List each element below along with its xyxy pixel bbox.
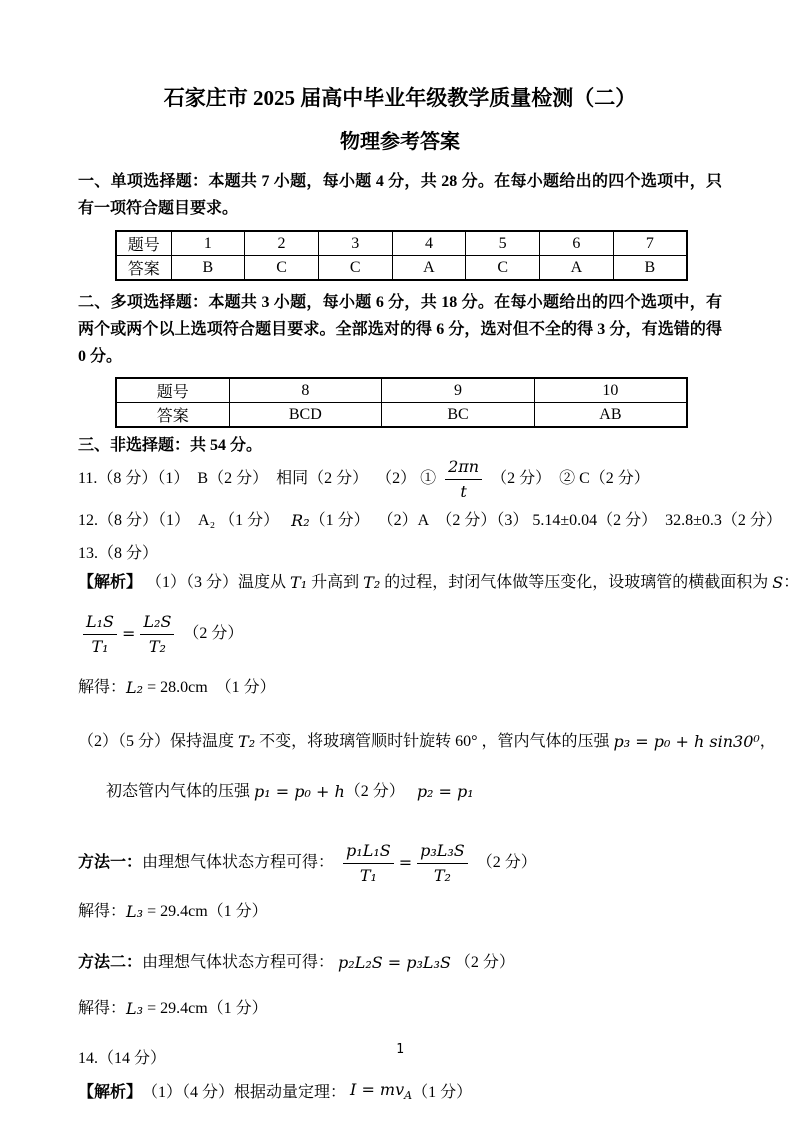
question-number: 4 — [392, 231, 466, 256]
q13-part2-text: ， — [759, 733, 776, 750]
q13-analysis-text: 升高到 — [307, 574, 364, 591]
table-row — [116, 403, 687, 428]
answer-cell: B — [171, 256, 245, 281]
question-number-label: 题号 — [116, 378, 229, 403]
answer-cell: BC — [382, 403, 535, 428]
q13-solution-L3-method1 — [78, 901, 722, 923]
q13-method2-line — [78, 951, 722, 975]
section2-intro: 二、多项选择题：本题共 3 小题，每小题 6 分，共 18 分。在每小题给出的四个选项中，有两个或两个以上选项符合题目要求。全部选对的得 6 分，选对但不全的得 3 分，有选错的得 0 分。 — [78, 294, 722, 365]
table-row — [116, 378, 687, 403]
q11-text: 11.（8 分）（1） B（2 分） 相同（2 分） （2） ① — [78, 470, 441, 487]
question-number: 9 — [382, 378, 535, 403]
answer-cell: A — [540, 256, 614, 281]
formula-impulse-subscript: A — [404, 1089, 413, 1103]
fraction-p1L1S-over-T1 — [343, 841, 394, 886]
table-row — [116, 256, 687, 281]
q14-analysis-text: （1）（4 分）根据动量定理： — [142, 1084, 351, 1101]
var-T2: T₂ — [238, 732, 256, 751]
answer-cell: AB — [534, 403, 687, 428]
q13-heading — [78, 543, 722, 565]
question-number: 1 — [171, 231, 245, 256]
q13-analysis-text: ： — [783, 574, 800, 591]
fraction-numerator: L₂S — [140, 612, 174, 635]
question-number: 6 — [540, 231, 614, 256]
fraction-L2S-over-T2 — [140, 612, 174, 657]
q13-part2-line — [78, 729, 776, 755]
score-note: （2 分） — [344, 783, 417, 800]
answer-cell: C — [245, 256, 319, 281]
solve-label: 解得： — [78, 679, 127, 696]
solution-value: = 29.4cm — [143, 903, 208, 920]
solution-value: = 28.0cm — [143, 679, 208, 696]
q13-part2-text: （2）（5 分）保持温度 — [78, 733, 239, 750]
q13-heading-text: 13.（8 分） — [78, 545, 159, 562]
var-T1: T₁ — [290, 573, 308, 592]
score-note: （2 分） — [450, 954, 515, 971]
equals-sign: = — [122, 624, 136, 643]
fraction-numerator: p₃L₃S — [417, 841, 468, 864]
q13-method1-line — [78, 835, 722, 891]
answer-cell: C — [466, 256, 540, 281]
method1-label: 方法一： — [78, 854, 143, 871]
q14-analysis-line — [78, 1081, 722, 1105]
q13-isobaric-equation — [78, 605, 722, 663]
score-note: （1 分） — [207, 1000, 268, 1017]
fraction-denominator: t — [460, 481, 467, 501]
fraction-2pin-over-t — [445, 457, 482, 502]
q14-heading-text: 14.（14 分） — [78, 1050, 167, 1067]
q12-answer-line — [78, 509, 782, 533]
score-note: （2 分） — [472, 854, 537, 871]
section3-heading: 三、非选择题：共 54 分。 — [78, 437, 263, 454]
var-T2: T₂ — [363, 573, 381, 592]
fraction-numerator: 2πn — [445, 457, 482, 480]
q13-analysis-text: 的过程，封闭气体做等压变化，设玻璃管的横截面积为 — [380, 574, 773, 591]
formula-p3: p₃ = p₀ + h sin30⁰ — [613, 732, 760, 751]
q13-initial-pressure-line — [78, 779, 722, 805]
fraction-L1S-over-T1 — [83, 612, 117, 657]
answer-label: 答案 — [116, 256, 171, 281]
formula-impulse — [350, 1079, 412, 1107]
formula-impulse-main: I = mv — [350, 1079, 405, 1099]
answer-label: 答案 — [116, 403, 229, 428]
fraction-numerator: p₁L₁S — [343, 841, 394, 864]
q13-solution-L3-method2 — [78, 998, 722, 1020]
fraction-denominator: T₁ — [91, 636, 109, 656]
q12-text: （1 分） — [215, 512, 292, 529]
q12-text: （1 分） （2）A （2 分）（3） 5.14±0.04（2 分） 32.8±0.3（2 分） — [309, 512, 782, 529]
formula-p1: p₁ = p₀ + h — [254, 782, 345, 801]
equals-sign: = — [398, 853, 413, 872]
exam-title: 石家庄市 2025 届高中毕业年级教学质量检测（二） — [163, 86, 637, 110]
page-number: 1 — [396, 1042, 404, 1057]
question-number: 7 — [613, 231, 687, 256]
multi-choice-answer-table — [115, 377, 688, 428]
question-number-label: 题号 — [116, 231, 171, 256]
fraction-p3L3S-over-T2 — [417, 841, 468, 886]
formula-boyle: p₂L₂S = p₃L₃S — [338, 953, 451, 972]
method2-label: 方法二： — [78, 954, 143, 971]
table-row — [116, 231, 687, 256]
section1-intro: 一、单项选择题：本题共 7 小题，每小题 4 分，共 28 分。在每小题给出的四个选项中，只有一项符合题目要求。 — [78, 173, 722, 217]
q11-text: （2 分） ② C（2 分） — [487, 470, 650, 487]
question-number: 8 — [229, 378, 382, 403]
q13-analysis-text: （1）（3 分）温度从 — [142, 574, 291, 591]
analysis-label: 【解析】 — [78, 1084, 143, 1101]
method2-text: 由理想气体状态方程可得： — [142, 954, 339, 971]
solve-label: 解得： — [78, 1000, 127, 1017]
var-S: S — [772, 573, 784, 592]
method1-text: 由理想气体状态方程可得： — [142, 854, 339, 871]
var-L3: L₃ — [126, 999, 144, 1018]
q13-analysis-line — [78, 571, 800, 595]
answer-cell: BCD — [229, 403, 382, 428]
score-note: （1 分） — [207, 679, 276, 696]
score-note: （1 分） — [207, 903, 268, 920]
var-L3: L₃ — [126, 902, 144, 921]
solution-value: = 29.4cm — [143, 1000, 208, 1017]
fraction-denominator: T₂ — [148, 636, 166, 656]
q12-answer-r2: R₂ — [291, 511, 310, 530]
analysis-label: 【解析】 — [78, 574, 143, 591]
fraction-denominator: T₂ — [433, 865, 451, 885]
q12-answer-a2: A₂ — [198, 512, 216, 529]
q12-text: 12.（8 分）（1） — [78, 512, 199, 529]
question-number: 3 — [318, 231, 392, 256]
q13-solution-L2 — [78, 677, 722, 699]
fraction-numerator: L₁S — [83, 612, 117, 635]
score-note: （1 分） — [412, 1084, 473, 1101]
initial-state-text: 初态管内气体的压强 — [106, 783, 255, 800]
q13-part2-text: 不变，将玻璃管顺时针旋转 60° ，管内气体的压强 — [255, 733, 614, 750]
fraction-denominator: T₁ — [359, 865, 377, 885]
question-number: 10 — [534, 378, 687, 403]
answer-cell: B — [613, 256, 687, 281]
answer-cell: A — [392, 256, 466, 281]
single-choice-answer-table — [115, 230, 688, 281]
formula-p2: p₂ = p₁ — [416, 782, 474, 801]
answer-key-subtitle: 物理参考答案 — [340, 131, 460, 153]
question-number: 2 — [245, 231, 319, 256]
var-L2: L₂ — [126, 678, 144, 697]
score-note: （2 分） — [179, 625, 244, 642]
answer-cell: C — [318, 256, 392, 281]
question-number: 5 — [466, 231, 540, 256]
solve-label: 解得： — [78, 903, 127, 920]
q11-answer-line — [78, 457, 722, 501]
